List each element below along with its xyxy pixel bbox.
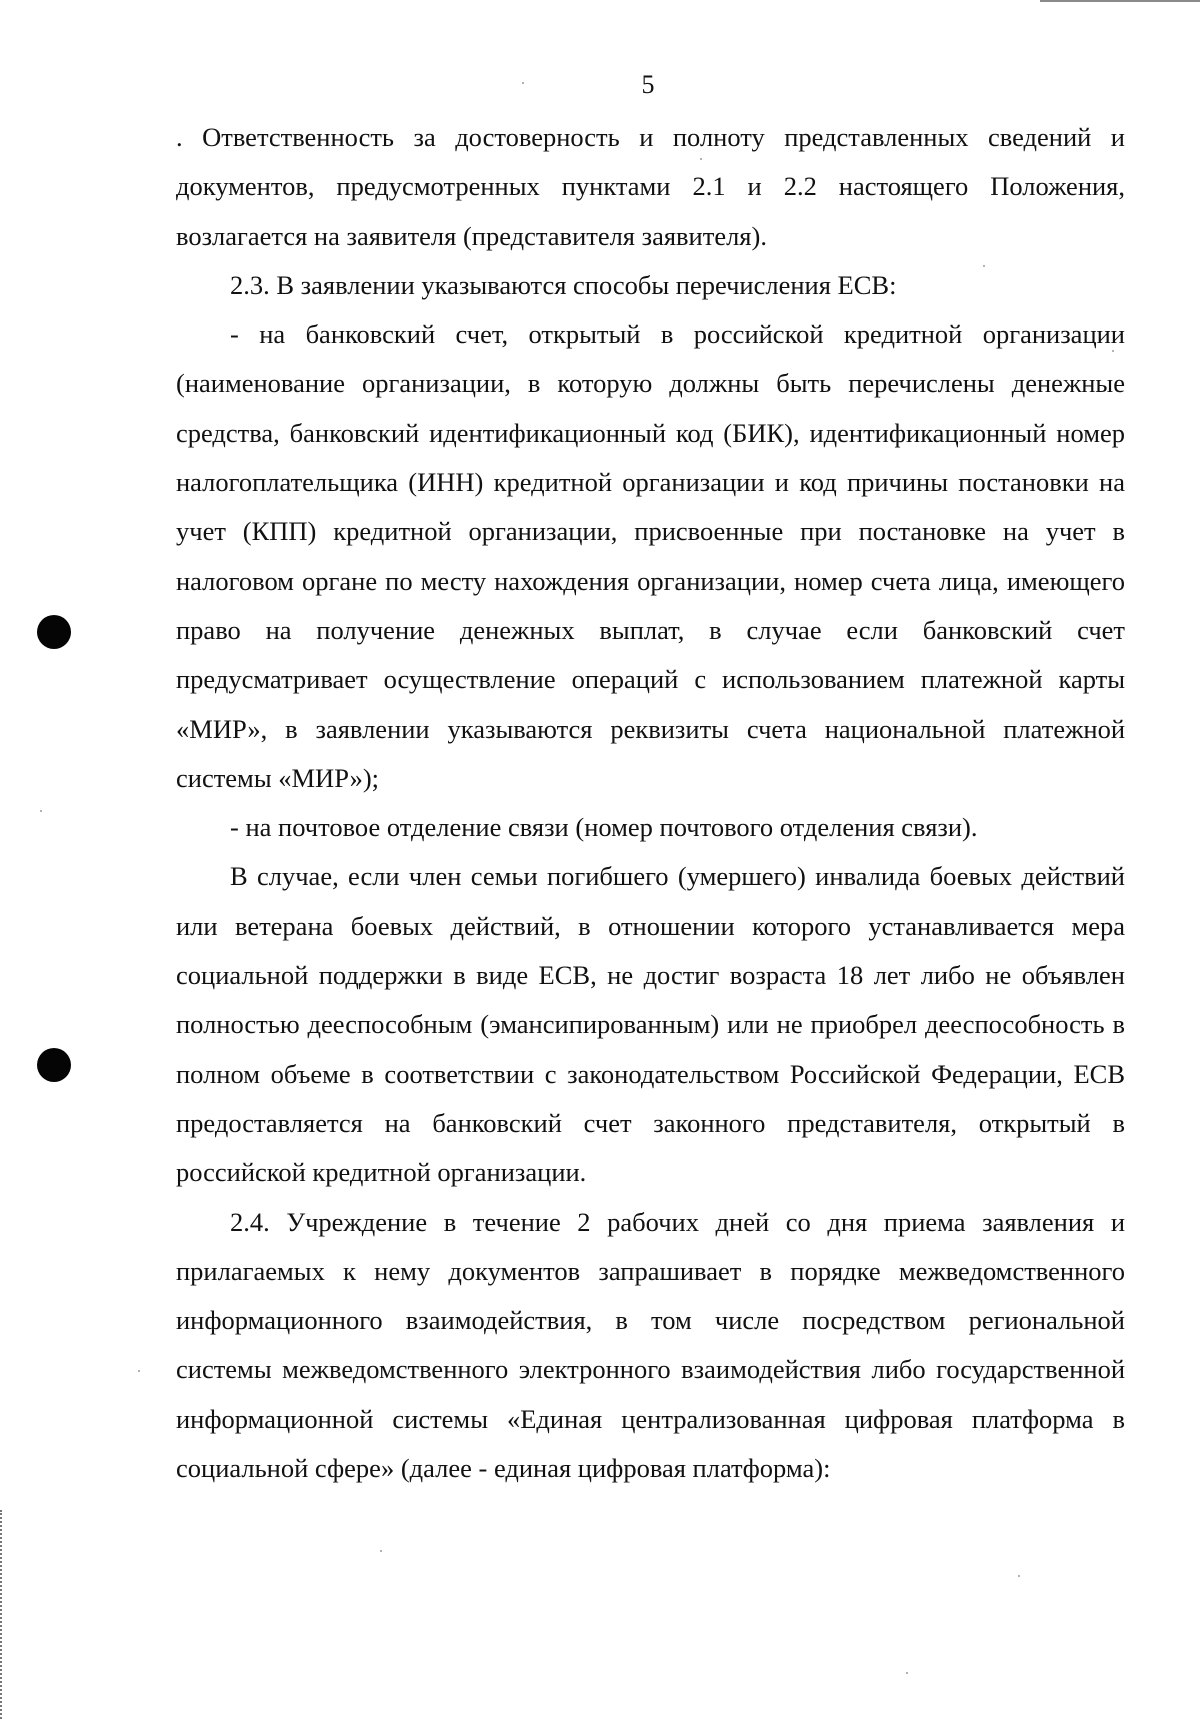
- scan-speck: [138, 1370, 140, 1372]
- scan-speck: [1018, 1575, 1020, 1577]
- scan-edge-line: [1040, 0, 1200, 2]
- paragraph-responsibility: . Ответственность за достоверность и полноту представленных сведений и документов, предусмотренных пунктами 2.1 и 2.2 настоящего Положения, возлагается на заявителя (представителя заявителя).: [176, 122, 1125, 251]
- paragraph-bank-account: - на банковский счет, открытый в российской кредитной организации (наименование организации, в которую должны быть перечислены денежные средства, банковский идентификационный код (БИК), идентификационный номер налогоплательщика (ИНН) кредитной организации и код причины постановки на учет (КПП) кредитной организации, присвоенные при постановке на учет в налоговом органе по месту нахождения организации, номер счета лица, имеющего право на получение денежных выплат, в случае если банковский счет предусматривает осуществление операций с использованием платежной карты «МИР», в заявлении указываются реквизиты счета национальной платежной системы «МИР»);: [176, 319, 1125, 793]
- binder-hole-icon: [37, 615, 71, 649]
- binder-hole-icon: [37, 1048, 71, 1082]
- scan-speck: [906, 1672, 908, 1674]
- scan-edge-dots: [0, 1510, 4, 1719]
- paragraph-post-office: - на почтовое отделение связи (номер почтового отделения связи).: [230, 812, 978, 843]
- document-body: [176, 113, 1125, 1493]
- scan-speck: [380, 1550, 382, 1552]
- page-number: 5: [641, 70, 655, 99]
- paragraph-legal-representative: В случае, если член семьи погибшего (умершего) инвалида боевых действий или ветерана боевых действий, в отношении которого устанавливается мера социальной поддержки в виде ЕСВ, не достиг возраста 18 лет либо не объявлен полностью дееспособным (эмансипированным) или не приобрел дееспособность в полном объеме в соответствии с законодательством Российской Федерации, ЕСВ предоставляется на банковский счет законного представителя, открытый в российской кредитной организации.: [176, 861, 1125, 1188]
- scan-speck: [40, 810, 42, 812]
- paragraph-2-4: 2.4. Учреждение в течение 2 рабочих дней со дня приема заявления и прилагаемых к нему документов запрашивает в порядке межведомственного информационного взаимодействия, в том числе посредством региональной системы межведомственного электронного взаимодействия либо государственной информационной системы «Единая централизованная цифровая платформа в социальной сфере» (далее - единая цифровая платформа):: [176, 1206, 1125, 1484]
- paragraph-2-3-heading: 2.3. В заявлении указываются способы перечисления ЕСВ:: [230, 269, 897, 300]
